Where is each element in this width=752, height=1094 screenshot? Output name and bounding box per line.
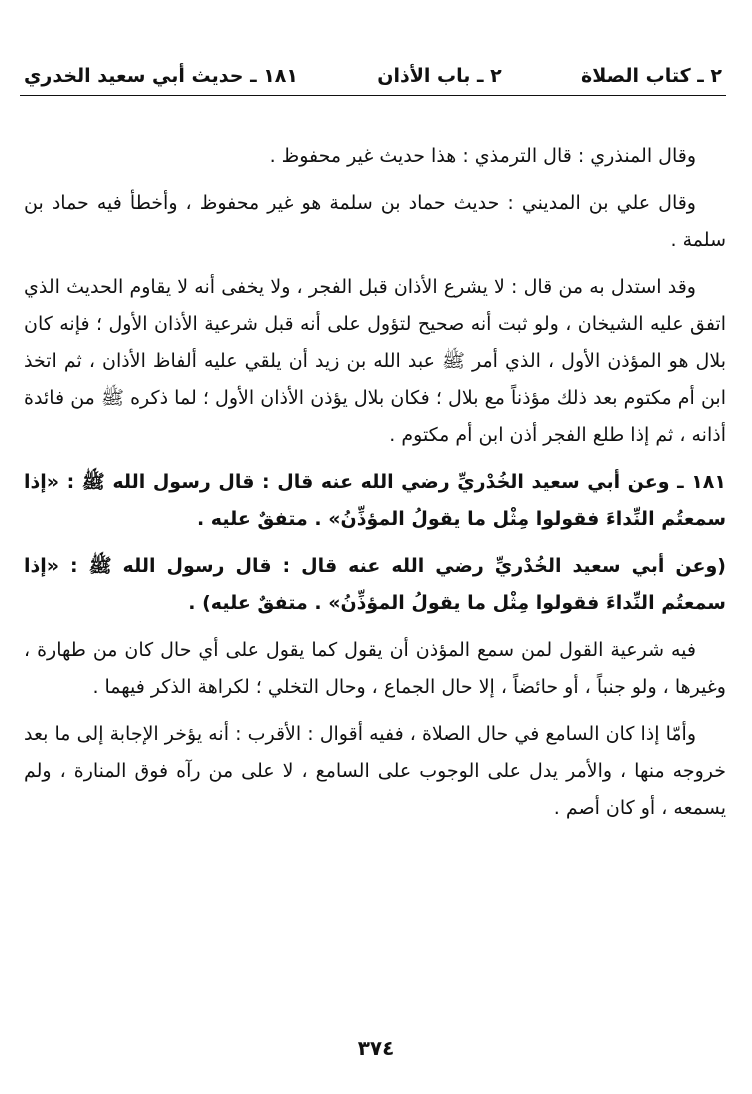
page-number: ٣٧٤ [357, 1036, 395, 1060]
paragraph-commentary-prayer: وأمّا إذا كان السامع في حال الصلاة ، ففيه أقوال : الأقرب : أنه يؤخر الإجابة إلى ما بعد خروجه منها ، والأمر يدل على الوجوب على السامع ، لا على من رآه فوق المنارة ، ولم يسمعه ، أو كان أصم . [24, 723, 726, 819]
paragraph-mundhiri: وقال المنذري : قال الترمذي : هذا حديث غير محفوظ . [269, 145, 696, 167]
running-header [20, 60, 726, 96]
hadith-181-quoted: (وعن أبي سعيد الخُدْريِّ رضي الله عنه قال : قال رسول الله ﷺ : «إذا سمعتُم النِّداءَ فقولوا مِثْل ما يقولُ المؤذِّنُ» . متفقٌ عليه) . [24, 555, 726, 614]
page-body [24, 138, 726, 837]
header-book-title: ٢ ـ كتاب الصلاة [581, 64, 722, 87]
hadith-181-text: ١٨١ ـ وعن أبي سعيد الخُدْريِّ رضي الله عنه قال : قال رسول الله ﷺ : «إذا سمعتُم النِّداءَ فقولوا مِثْل ما يقولُ المؤذِّنُ» . متفقٌ عليه . [24, 471, 726, 530]
paragraph-ibn-madini: وقال علي بن المديني : حديث حماد بن سلمة هو غير محفوظ ، وأخطأ فيه حماد بن سلمة . [24, 192, 726, 251]
paragraph-commentary-response: فيه شرعية القول لمن سمع المؤذن أن يقول كما يقول على أي حال كان من طهارة ، وغيرها ، ولو جنباً ، أو حائضاً ، إلا حال الجماع ، وحال التخلي ؛ لكراهة الذكر فيهما . [24, 639, 726, 698]
header-hadith-title: ١٨١ ـ حديث أبي سعيد الخدري [24, 64, 298, 87]
paragraph-commentary-adhan: وقد استدل به من قال : لا يشرع الأذان قبل الفجر ، ولا يخفى أنه لا يقاوم الحديث الذي اتفق عليه الشيخان ، ولو ثبت أنه صحيح لتؤول على أنه قبل شرعية الأذان الأول ؛ فإنه كان بلال هو المؤذن الأول ، الذي أمر ﷺ عبد الله بن زيد أن يلقي عليه ألفاظ الأذان ، ثم اتخذ ابن أم مكتوم بعد ذلك مؤذناً مع بلال ؛ فكان بلال يؤذن الأذان الأول ؛ لما ذكره ﷺ من فائدة أذانه ، ثم إذا طلع الفجر أذن ابن أم مكتوم . [24, 276, 726, 446]
header-chapter-title: ٢ ـ باب الأذان [377, 64, 502, 87]
